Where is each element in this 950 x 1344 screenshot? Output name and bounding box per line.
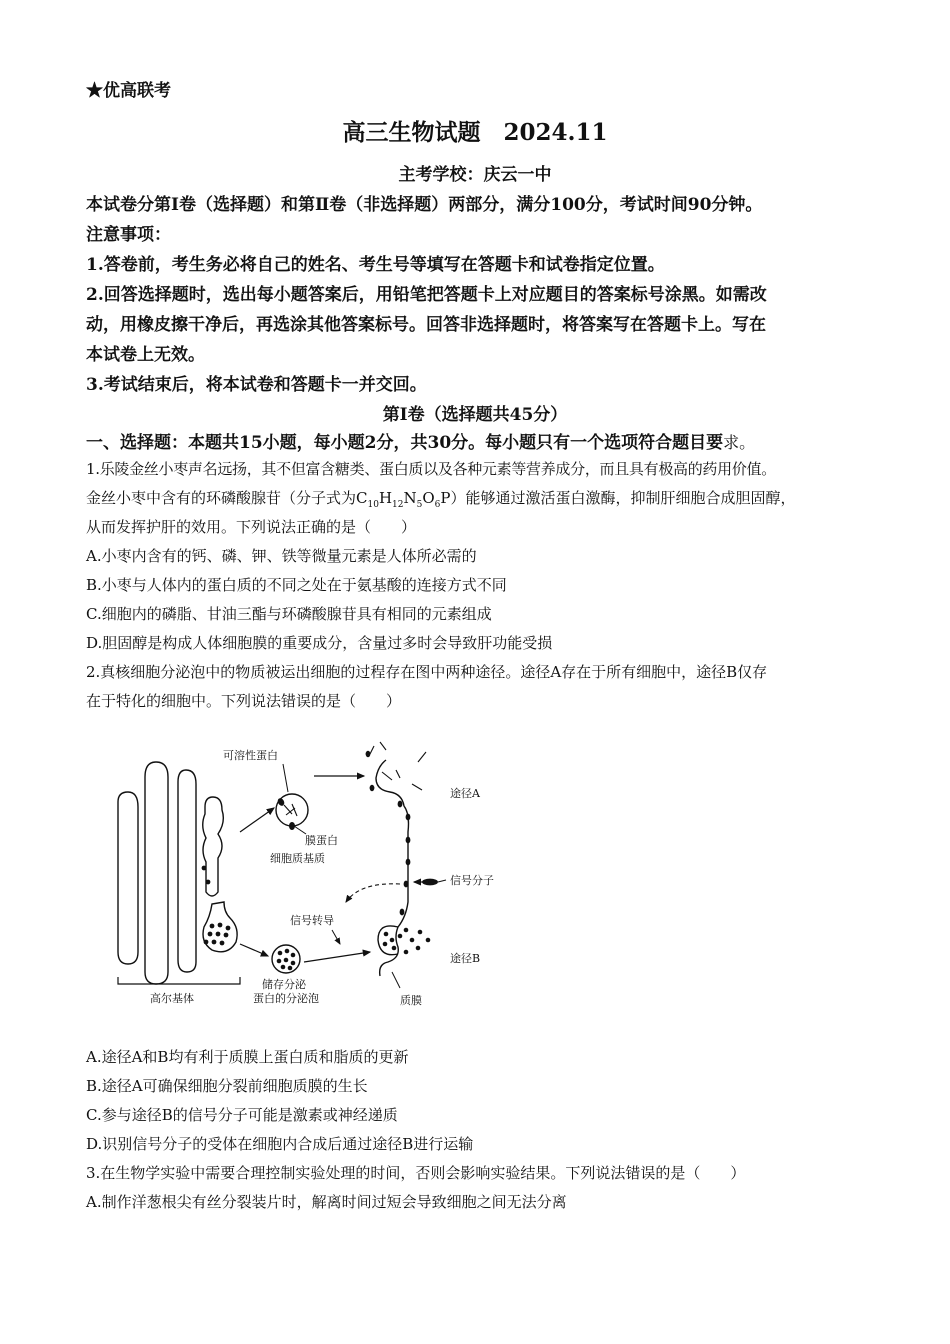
q1-option-a: A.小枣内含有的钙、磷、钾、铁等微量元素是人体所必需的 (86, 547, 477, 565)
q2-option-a: A.途径A和B均有利于质膜上蛋白质和脂质的更新 (86, 1048, 409, 1066)
part-1-instructions-tail: 求。 (723, 433, 756, 452)
formula-subscript: 6 (434, 500, 441, 510)
signal-molecule-label: 信号分子 (450, 874, 494, 887)
part-1-instructions: 一、选择题：本题共15小题，每小题2分，共30分。每小题只有一个选项符合题目要 (86, 433, 724, 453)
note-1: 1.答卷前，考生务必将自己的姓名、考生号等填写在答题卡和试卷指定位置。 (86, 255, 665, 275)
formula-element: O (422, 489, 435, 507)
path-a-label: 途径A (450, 787, 480, 800)
intro-line: 本试卷分第Ⅰ卷（选择题）和第Ⅱ卷（非选择题）两部分，满分100分，考试时间90分钟。 (86, 195, 763, 215)
q1-line-2 (86, 487, 796, 510)
q2-option-c: C.参与途径B的信号分子可能是激素或神经递质 (86, 1106, 398, 1124)
q2-option-d: D.识别信号分子的受体在细胞内合成后通过途径B进行运输 (86, 1135, 474, 1153)
soluble-protein-label: 可溶性蛋白 (223, 749, 278, 762)
released-granules-b (383, 928, 431, 955)
formula-subscript: 12 (392, 500, 404, 510)
q1-line-3: 从而发挥护肝的效用。下列说法正确的是（ ） (86, 518, 417, 536)
signal-transduction-arrow (346, 884, 400, 902)
note-3: 3.考试结束后，将本试卷和答题卡一并交回。 (86, 375, 427, 395)
exam-badge: ★优高联考 (86, 81, 171, 101)
note-2-line-1: 2.回答选择题时，选出每小题答案后，用铅笔把答题卡上对应题目的答案标号涂黑。如需改 (86, 285, 767, 305)
secretion-pathway-diagram (100, 722, 520, 1037)
fusing-vesicle-b (378, 926, 398, 955)
note-2-line-3: 本试卷上无效。 (86, 345, 205, 365)
formula-element: H (378, 489, 393, 507)
secretory-vesicle-label-2: 蛋白的分泌泡 (253, 992, 319, 1005)
q3-option-a: A.制作洋葱根尖有丝分裂装片时，解离时间过短会导致细胞之间无法分离 (86, 1193, 567, 1211)
golgi-label: 高尔基体 (150, 992, 194, 1005)
q1-option-c: C.细胞内的磷脂、甘油三酯与环磷酸腺苷具有相同的元素组成 (86, 605, 492, 623)
plasma-membrane-label: 质膜 (400, 994, 422, 1007)
host-school: 主考学校：庆云一中 (398, 165, 552, 185)
q1-stem-part-2: P）能够通过激活蛋白激酶，抑制肝细胞合成胆固醇， (440, 489, 796, 507)
q2-line-1: 2.真核细胞分泌泡中的物质被运出细胞的过程存在图中两种途径。途径A存在于所有细胞中，途径B仅存 (86, 663, 768, 681)
released-proteins-a (370, 742, 426, 790)
golgi-apparatus (118, 762, 237, 984)
signal-transduction-label: 信号转导 (290, 914, 334, 927)
part-1-heading (86, 428, 755, 453)
arrow-to-vesicle-a (240, 808, 274, 832)
note-2-line-2: 动，用橡皮擦干净后，再选涂其他答案标号。回答非选择题时，将答案写在答题卡上。写在 (86, 315, 766, 335)
q1-stem-part-1: 金丝小枣中含有的环磷酸腺苷（分子式为C (86, 489, 368, 507)
formula-subscript: 10 (367, 500, 379, 510)
cytoplasm-matrix-label: 细胞质基质 (270, 852, 325, 865)
formula-subscript: 5 (416, 500, 423, 510)
page-title: 高三生物试题 2024.11 (342, 119, 608, 146)
q1-option-d: D.胆固醇是构成人体细胞膜的重要成分，含量过多时会导致肝功能受损 (86, 634, 553, 652)
section-title: 第Ⅰ卷（选择题共45分） (382, 405, 568, 425)
golgi-bracket (118, 977, 240, 984)
q1-line-1: 1.乐陵金丝小枣声名远扬，其不但富含糖类、蛋白质以及各种元素等营养成分，而且具有极高的药用价值。 (86, 460, 776, 478)
q2-line-2: 在于特化的细胞中。下列说法错误的是（ ） (86, 692, 402, 710)
secretory-vesicle-label-1: 储存分泌 (262, 978, 306, 991)
notes-title: 注意事项： (86, 225, 171, 245)
membrane-protein-label: 膜蛋白 (305, 834, 338, 847)
q2-option-b: B.途径A可确保细胞分裂前细胞质膜的生长 (86, 1077, 368, 1095)
q3-line-1: 3.在生物学实验中需要合理控制实验处理的时间，否则会影响实验结果。下列说法错误的是（ ） (86, 1164, 746, 1182)
q1-option-b: B.小枣与人体内的蛋白质的不同之处在于氨基酸的连接方式不同 (86, 576, 507, 594)
formula-element: N (403, 489, 417, 507)
plasma-membrane (376, 760, 409, 976)
path-b-label: 途径B (450, 952, 481, 965)
